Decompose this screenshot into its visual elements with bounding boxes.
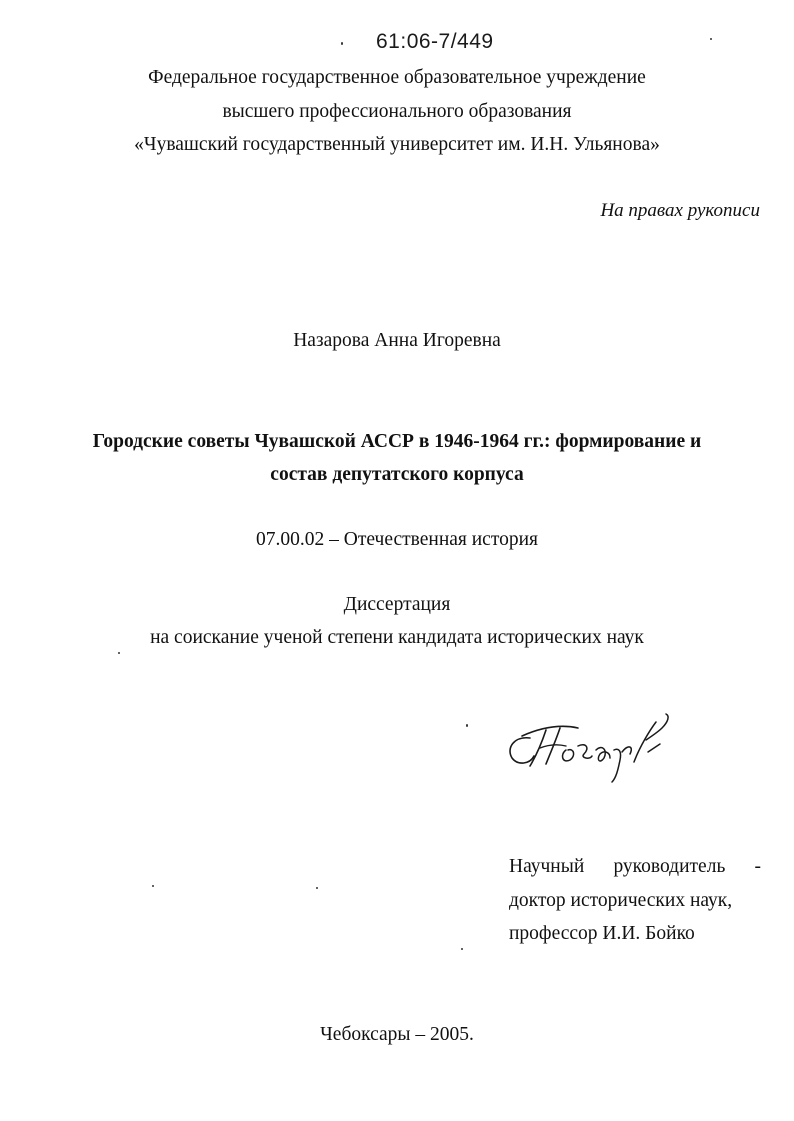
dissertation-title-line-2: состав депутатского корпуса <box>270 464 524 485</box>
manuscript-rights-note: На правах рукописи <box>600 200 760 221</box>
scan-speck <box>341 42 343 45</box>
specialty-code: 07.00.02 – Отечественная история <box>255 529 539 550</box>
scan-speck <box>466 724 468 727</box>
scan-speck <box>710 38 712 40</box>
degree-purpose: на соискание ученой степени кандидата исторических наук <box>150 627 644 648</box>
supervisor-label-word-2: руководитель <box>613 856 726 877</box>
dissertation-title-line-1: Городские советы Чувашской АССР в 1946-1964 гг.: формирование и <box>92 431 702 452</box>
institution-line-1: Федеральное государственное образовательное учреждение <box>148 67 646 88</box>
dissertation-label: Диссертация <box>343 594 451 615</box>
handwritten-signature <box>500 706 690 786</box>
supervisor-label-word-1: Научный <box>509 856 585 877</box>
supervisor-name: профессор И.И. Бойко <box>509 923 695 944</box>
institution-line-2: высшего профессионального образования <box>222 101 572 122</box>
scan-speck <box>118 652 120 654</box>
library-stamp-number: 61:06-7/449 <box>376 30 494 53</box>
scan-speck <box>152 885 154 887</box>
author-name: Назарова Анна Игоревна <box>293 330 501 351</box>
supervisor-degree: доктор исторических наук, <box>509 890 733 911</box>
scan-speck <box>316 887 318 889</box>
supervisor-dash: - <box>754 856 761 877</box>
institution-line-3: «Чувашский государственный университет им. И.Н. Ульянова» <box>134 134 660 155</box>
supervisor-label-row <box>509 856 761 878</box>
scan-speck <box>461 948 463 950</box>
city-and-year: Чебоксары – 2005. <box>320 1024 474 1045</box>
